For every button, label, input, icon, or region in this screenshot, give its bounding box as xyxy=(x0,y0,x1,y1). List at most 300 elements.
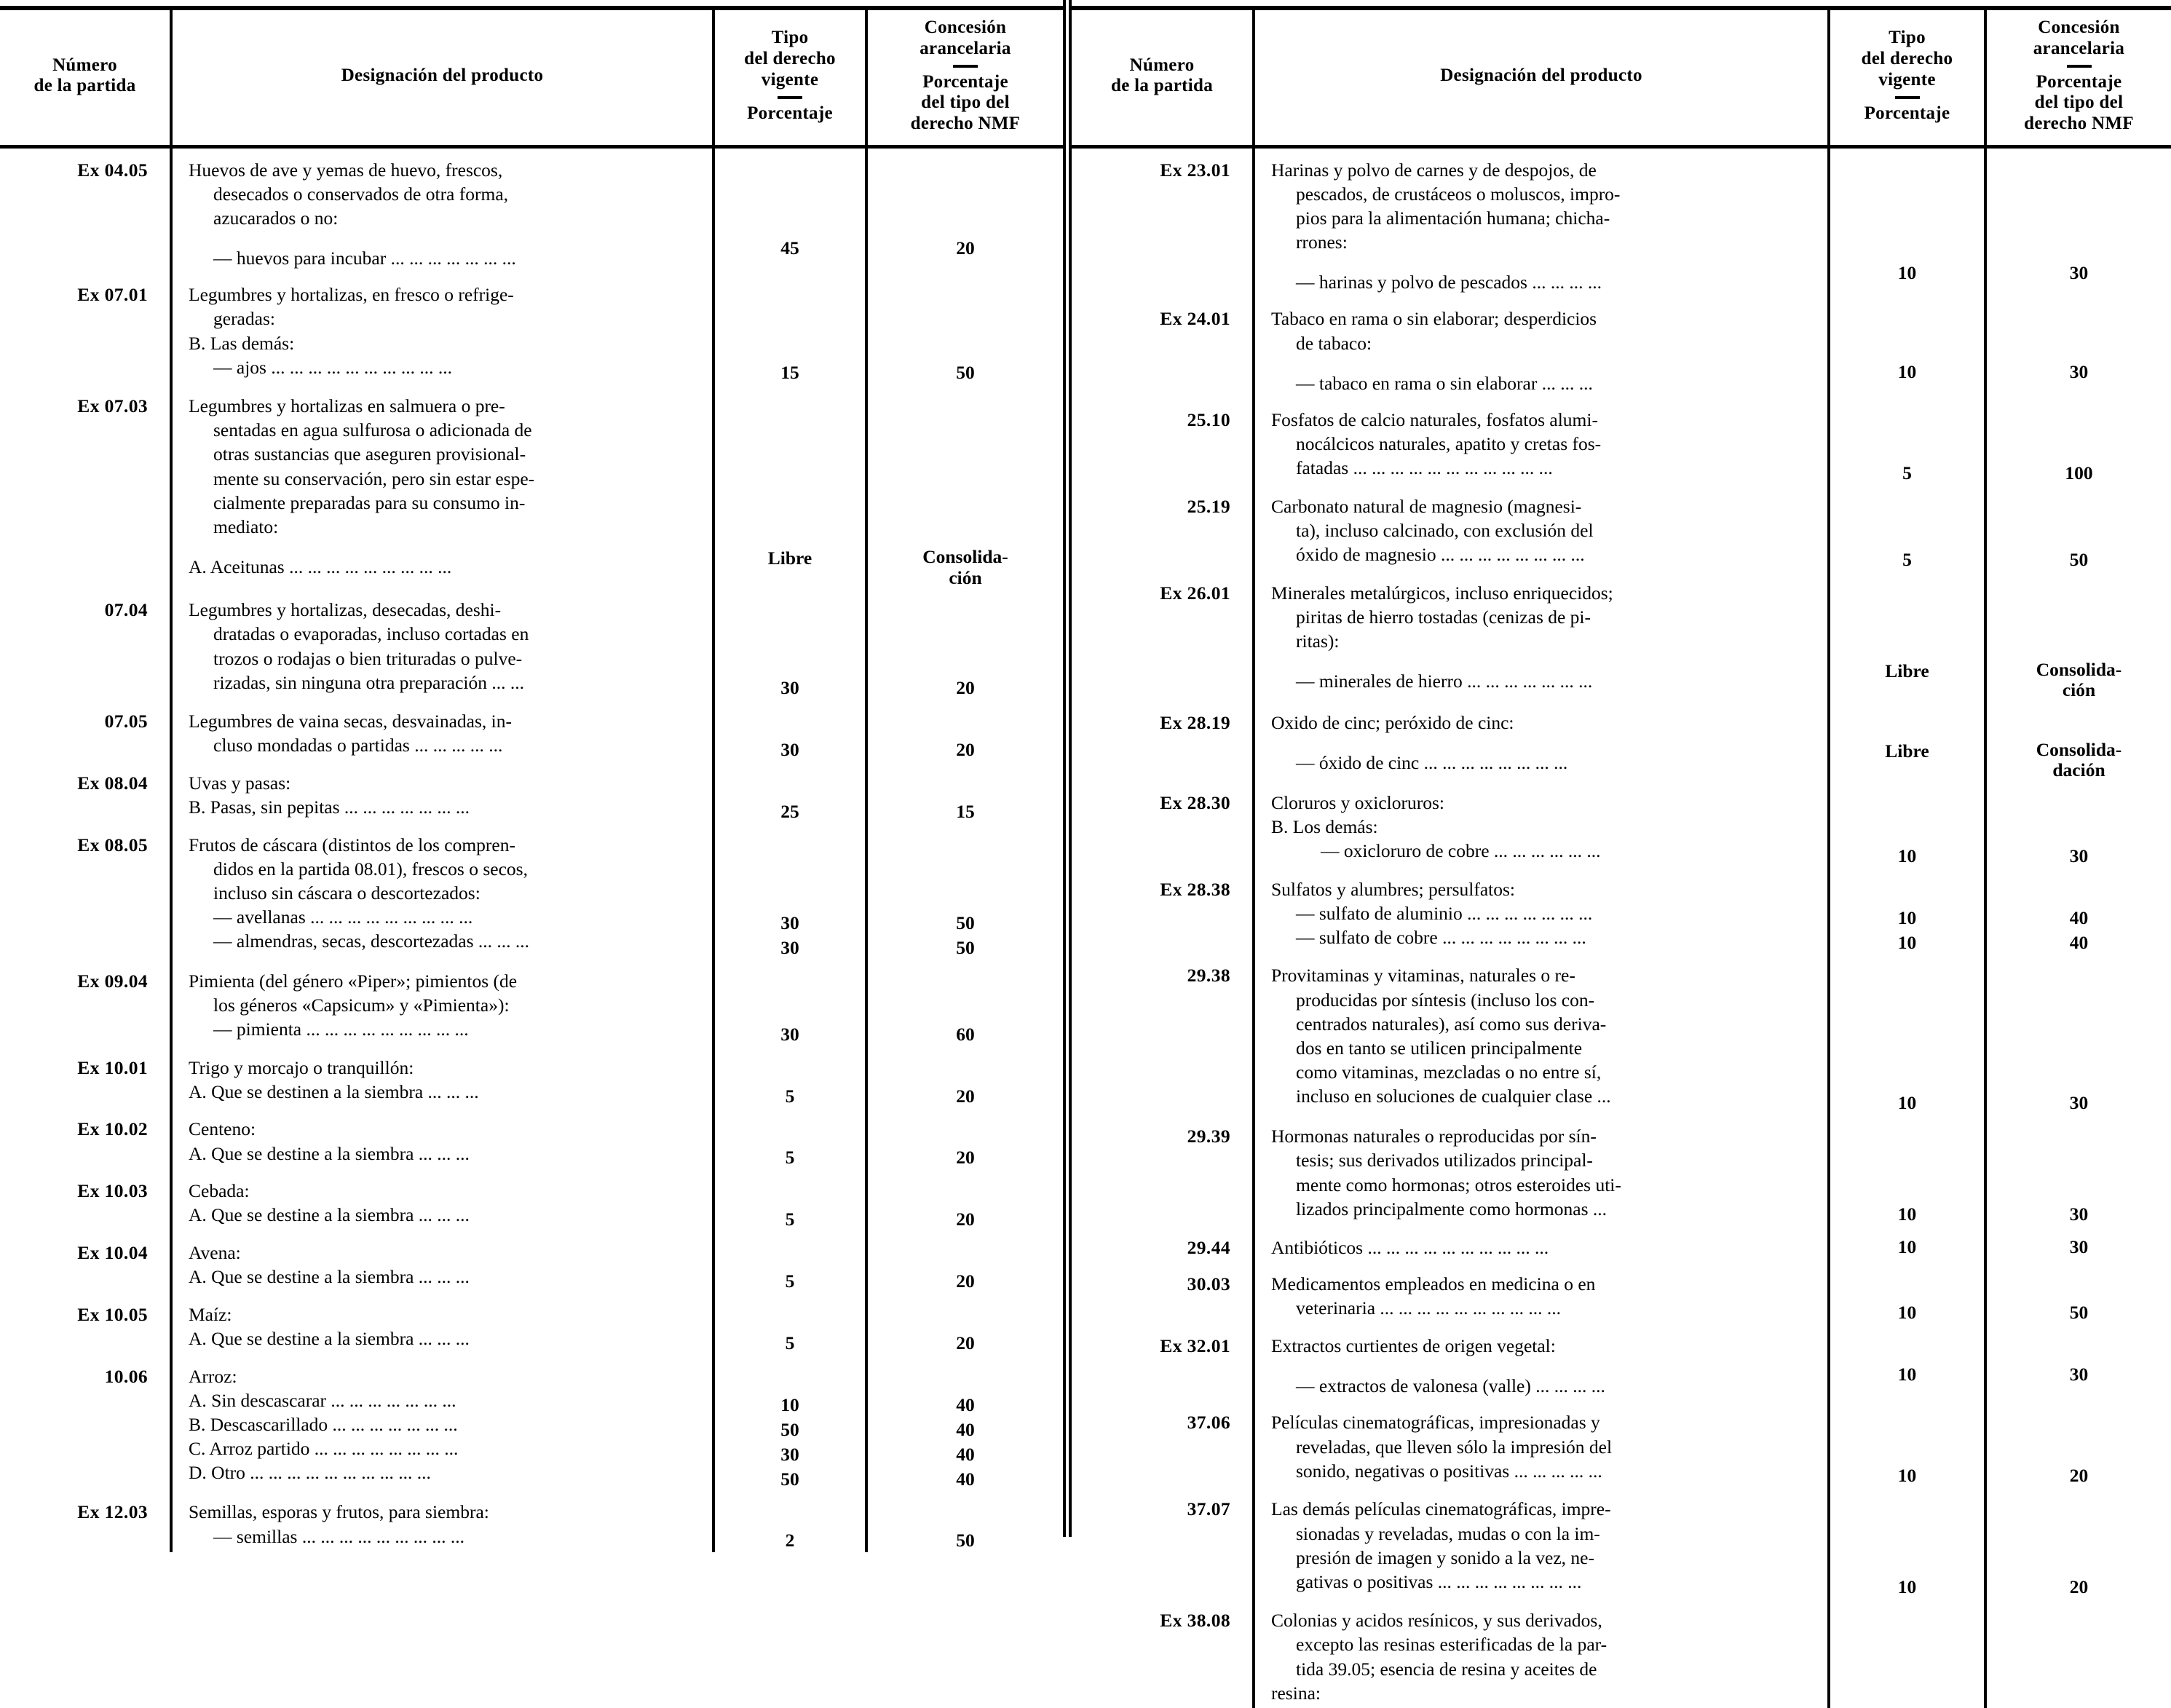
description-line: — huevos para incubar ... ... ... ... ... ... ... xyxy=(213,248,516,269)
value-text: 40 xyxy=(956,1393,975,1415)
value-text: 2 xyxy=(785,1530,795,1551)
description-line: ta), incluso calcinado, con exclusión del xyxy=(1296,519,1594,541)
header-concesion-arancelaria xyxy=(1985,10,2171,146)
cell-concesion-arancelaria xyxy=(1985,398,2171,485)
cell-designacion-producto xyxy=(1254,781,1829,868)
table-row xyxy=(1072,297,2171,398)
header-tipo-line4: Porcentaje xyxy=(747,103,833,123)
header-tipo-line1: Tipo xyxy=(1889,28,1926,48)
table-body-right xyxy=(1072,146,2171,1708)
description-line: — sulfato de cobre ... ... ... ... ... ... ... ... xyxy=(1296,926,1586,948)
description-line: A. Que se destine a la siembra ... ... ... xyxy=(189,1266,470,1288)
cell-numero-partida: 10.06 xyxy=(104,1365,148,1387)
description-line: resina: xyxy=(1271,1682,1321,1704)
cell-tipo-derecho xyxy=(1829,1599,1985,1708)
cell-designacion-producto xyxy=(171,1231,713,1293)
value-text: 5 xyxy=(785,1332,795,1354)
cell-concesion-arancelaria xyxy=(866,1169,1063,1231)
header-concesion-line5: derecho NMF xyxy=(910,114,1021,133)
value-text: 30 xyxy=(780,739,799,761)
description-line: de tabaco: xyxy=(1296,332,1372,354)
description-line: Huevos de ave y yemas de huevo, frescos, xyxy=(189,159,503,181)
cell-designacion-producto xyxy=(1254,146,1829,297)
description-line: A. Que se destinen a la siembra ... ... ... xyxy=(189,1080,479,1102)
description-line: Legumbres y hortalizas en salmuera o pre- xyxy=(189,395,505,417)
cell-numero-partida: Ex 04.05 xyxy=(77,159,148,181)
description-line: Trigo y morcajo o tranquillón: xyxy=(189,1056,414,1078)
value-text: 40 xyxy=(956,1418,975,1440)
value-text: 20 xyxy=(956,1332,975,1354)
cell-numero-partida: Ex 10.04 xyxy=(77,1242,148,1264)
table-header-left xyxy=(0,10,1063,146)
table-row xyxy=(1072,1115,2171,1226)
value-text: 10 xyxy=(1897,1302,1917,1324)
tariff-table-right xyxy=(1072,10,2171,1708)
description-line: — semillas ... ... ... ... ... ... ... ... ... xyxy=(213,1525,464,1547)
table-row xyxy=(0,588,1063,700)
header-designacion-producto: Designación del producto xyxy=(171,10,713,146)
tariff-table-left xyxy=(0,10,1063,1552)
description-line: — sulfato de aluminio ... ... ... ... ... ... ... xyxy=(1296,902,1593,924)
value-text: 20 xyxy=(956,739,975,761)
cell-designacion-producto xyxy=(1254,1324,1829,1401)
description-line: Frutos de cáscara (distintos de los compren- xyxy=(189,834,515,855)
description-line: producidas por síntesis (incluso los con- xyxy=(1296,989,1595,1011)
description-line: tesis; sus derivados utilizados principal- xyxy=(1296,1150,1593,1171)
cell-concesion-arancelaria xyxy=(866,1490,1063,1552)
value-text: 5 xyxy=(785,1147,795,1169)
description-line: incluso sin cáscara o descortezados: xyxy=(213,882,481,904)
value-text: 20 xyxy=(956,1270,975,1292)
cell-designacion-producto xyxy=(171,762,713,823)
description-line: presión de imagen y sonido a la vez, ne- xyxy=(1296,1546,1594,1568)
cell-concesion-arancelaria xyxy=(866,700,1063,762)
value-text: 30 xyxy=(780,677,799,699)
table-row xyxy=(0,273,1063,384)
left-table-block xyxy=(0,0,1063,1551)
description-line: excepto las resinas esterificadas de la par- xyxy=(1296,1634,1608,1656)
cell-concesion-arancelaria xyxy=(1985,1487,2171,1599)
cell-numero-partida: Ex 07.01 xyxy=(77,284,148,306)
value-text: Libre xyxy=(767,547,812,569)
table-row xyxy=(1072,1487,2171,1599)
header-numero-line2: de la partida xyxy=(33,76,136,96)
table-row xyxy=(1072,954,2171,1115)
description-line: A. Que se destine a la siembra ... ... ... xyxy=(189,1328,470,1350)
description-line: — extractos de valonesa (valle) ... ... ... ... xyxy=(1296,1375,1605,1397)
cell-numero-partida: Ex 10.02 xyxy=(77,1118,148,1140)
value-text: 45 xyxy=(780,237,799,258)
description-line: Provitaminas y vitaminas, naturales o re- xyxy=(1271,965,1575,987)
description-line: lizados principalmente como hormonas ... xyxy=(1296,1198,1608,1219)
table-row xyxy=(1072,1324,2171,1401)
cell-designacion-producto xyxy=(1254,954,1829,1115)
cell-designacion-producto xyxy=(1254,1226,1829,1262)
table-row xyxy=(1072,701,2171,781)
value-text: 30 xyxy=(780,1443,799,1465)
value-text: 50 xyxy=(2069,548,2089,570)
cell-designacion-producto xyxy=(171,1355,713,1491)
value-text: 50 xyxy=(956,1530,975,1551)
description-line: — óxido de cinc ... ... ... ... ... ... ... ... xyxy=(1296,751,1568,773)
value-text: ción xyxy=(949,566,982,588)
cell-concesion-arancelaria xyxy=(866,1355,1063,1491)
cell-concesion-arancelaria xyxy=(1985,1599,2171,1708)
cell-numero-partida: 25.10 xyxy=(1187,408,1230,430)
description-line: Semillas, esporas y frutos, para siembra: xyxy=(189,1501,489,1523)
cell-concesion-arancelaria xyxy=(1985,297,2171,398)
cell-tipo-derecho xyxy=(1829,1324,1985,1401)
description-line: C. Arroz partido ... ... ... ... ... ... ... ... xyxy=(189,1438,459,1460)
description-line: desecados o conservados de otra forma, xyxy=(213,183,509,205)
description-line: Arroz: xyxy=(189,1365,237,1387)
cell-tipo-derecho xyxy=(713,1293,866,1355)
description-line: Fosfatos de calcio naturales, fosfatos alumi- xyxy=(1271,408,1598,430)
column-divider-rule xyxy=(1063,0,1072,1537)
cell-numero-partida: 30.03 xyxy=(1187,1273,1230,1295)
table-row xyxy=(0,146,1063,273)
table-row xyxy=(1072,1226,2171,1262)
cell-tipo-derecho xyxy=(713,960,866,1046)
description-line: — oxicloruro de cobre ... ... ... ... ... ... xyxy=(1321,840,1601,862)
value-text: 5 xyxy=(785,1270,795,1292)
cell-designacion-producto xyxy=(1254,1599,1829,1708)
cell-concesion-arancelaria xyxy=(866,273,1063,384)
header-concesion-line4: del tipo del xyxy=(921,92,1010,113)
cell-tipo-derecho xyxy=(713,1231,866,1293)
cell-designacion-producto xyxy=(1254,572,1829,701)
cell-tipo-derecho xyxy=(713,146,866,273)
cell-concesion-arancelaria xyxy=(1985,485,2171,572)
cell-tipo-derecho xyxy=(1829,1226,1985,1262)
value-text: 10 xyxy=(1897,1576,1917,1598)
description-line: Legumbres de vaina secas, desvainadas, in- xyxy=(189,711,512,732)
table-row xyxy=(1072,398,2171,485)
cell-concesion-arancelaria xyxy=(1985,701,2171,781)
cell-tipo-derecho xyxy=(713,588,866,700)
value-text: 40 xyxy=(956,1443,975,1465)
value-text: 30 xyxy=(2069,1092,2089,1114)
description-line: sionadas y reveladas, mudas o con la im- xyxy=(1296,1522,1600,1544)
cell-designacion-producto xyxy=(1254,1487,1829,1599)
cell-designacion-producto xyxy=(1254,701,1829,781)
cell-concesion-arancelaria xyxy=(1985,954,2171,1115)
table-row xyxy=(0,960,1063,1046)
description-line: — ajos ... ... ... ... ... ... ... ... ... ... xyxy=(213,356,452,378)
cell-concesion-arancelaria xyxy=(1985,146,2171,297)
cell-numero-partida: Ex 08.04 xyxy=(77,772,148,794)
value-text: 50 xyxy=(956,912,975,933)
description-line: Oxido de cinc; peróxido de cinc: xyxy=(1271,711,1514,733)
cell-designacion-producto xyxy=(1254,868,1829,954)
description-line: — harinas y polvo de pescados ... ... ... ... xyxy=(1296,272,1602,293)
cell-designacion-producto xyxy=(1254,297,1829,398)
header-concesion-line3: Porcentaje xyxy=(2036,71,2122,92)
cell-concesion-arancelaria xyxy=(1985,1401,2171,1487)
table-row xyxy=(0,1107,1063,1169)
cell-numero-partida: 29.38 xyxy=(1187,965,1230,987)
cell-tipo-derecho xyxy=(713,762,866,823)
table-row xyxy=(1072,146,2171,297)
cell-numero-partida: Ex 28.38 xyxy=(1160,878,1230,900)
description-line: piritas de hierro tostadas (cenizas de pi- xyxy=(1296,606,1591,628)
cell-designacion-producto xyxy=(171,700,713,762)
value-text: Libre xyxy=(1885,660,1929,681)
cell-concesion-arancelaria xyxy=(866,1046,1063,1108)
cell-tipo-derecho xyxy=(1829,297,1985,398)
header-numero-line1: Número xyxy=(52,55,117,75)
header-tipo-derecho-vigente xyxy=(1829,10,1985,146)
description-line: Películas cinematográficas, impresionadas y xyxy=(1271,1412,1600,1434)
cell-numero-partida: Ex 28.19 xyxy=(1160,711,1230,733)
cell-numero-partida: Ex 28.30 xyxy=(1160,791,1230,813)
value-text: 5 xyxy=(785,1085,795,1107)
cell-concesion-arancelaria xyxy=(866,1231,1063,1293)
cell-numero-partida: 29.39 xyxy=(1187,1126,1230,1147)
cell-numero-partida: 07.04 xyxy=(104,599,148,621)
cell-tipo-derecho xyxy=(1829,1401,1985,1487)
value-text: Consolida- xyxy=(922,546,1008,568)
value-text: 30 xyxy=(2069,261,2089,283)
header-concesion-line4: del tipo del xyxy=(2034,92,2124,113)
value-text: Consolida- xyxy=(2036,738,2122,760)
cell-designacion-producto xyxy=(171,1169,713,1231)
header-concesion-line1: Concesión xyxy=(924,17,1007,37)
table-body-left xyxy=(0,146,1063,1552)
value-text: 30 xyxy=(2069,361,2089,383)
value-text: 40 xyxy=(956,1468,975,1490)
table-row xyxy=(1072,485,2171,572)
description-line: trozos o rodajas o bien trituradas o pulve- xyxy=(213,647,523,669)
cell-numero-partida: Ex 23.01 xyxy=(1160,159,1230,181)
header-tipo-line2: del derecho xyxy=(744,49,836,69)
cell-numero-partida: Ex 10.03 xyxy=(77,1180,148,1202)
value-text: 10 xyxy=(1897,261,1917,283)
description-line: ritas): xyxy=(1296,630,1340,652)
description-line: pios para la alimentación humana; chicha- xyxy=(1296,207,1610,229)
value-text: 30 xyxy=(2069,1203,2089,1225)
table-row xyxy=(1072,572,2171,701)
description-line: los géneros «Capsicum» y «Pimienta»): xyxy=(213,994,510,1016)
value-text: 25 xyxy=(780,801,799,823)
table-row xyxy=(0,823,1063,960)
value-text: 10 xyxy=(1897,1465,1917,1487)
cell-designacion-producto xyxy=(171,1490,713,1552)
header-tipo-dash-rule xyxy=(778,96,802,99)
value-text: 10 xyxy=(1897,1364,1917,1385)
description-line: Extractos curtientes de origen vegetal: xyxy=(1271,1335,1556,1357)
description-line: fatadas ... ... ... ... ... ... ... ... ... ... ... xyxy=(1296,457,1553,479)
cell-tipo-derecho xyxy=(1829,1262,1985,1324)
cell-concesion-arancelaria xyxy=(1985,572,2171,701)
description-line: Cebada: xyxy=(189,1180,250,1202)
description-line: A. Que se destine a la siembra ... ... ... xyxy=(189,1204,470,1226)
cell-tipo-derecho xyxy=(1829,485,1985,572)
header-concesion-dash-rule xyxy=(2067,65,2092,68)
cell-designacion-producto xyxy=(171,1293,713,1355)
value-text: 10 xyxy=(1897,906,1917,928)
value-text: 10 xyxy=(1897,845,1917,866)
description-line: B. Descascarillado ... ... ... ... ... ... ... xyxy=(189,1414,458,1436)
description-line: dos en tanto se utilicen principalmente xyxy=(1296,1037,1583,1059)
description-line: sonido, negativas o positivas ... ... ... ... ... xyxy=(1296,1460,1602,1482)
description-line: incluso en soluciones de cualquier clase ... xyxy=(1296,1086,1611,1107)
description-line: tida 39.05; esencia de resina y aceites de xyxy=(1296,1658,1597,1680)
description-line: — avellanas ... ... ... ... ... ... ... ... ... xyxy=(213,906,473,928)
cell-designacion-producto xyxy=(171,823,713,960)
cell-tipo-derecho xyxy=(1829,701,1985,781)
header-numero-line2: de la partida xyxy=(1110,76,1214,96)
description-line: Legumbres y hortalizas, desecadas, deshi- xyxy=(189,599,502,621)
header-tipo-line2: del derecho xyxy=(1861,49,1953,69)
value-text: 30 xyxy=(780,1023,799,1045)
header-tipo-dash-rule xyxy=(1895,96,1920,99)
value-text: 5 xyxy=(1902,462,1912,483)
cell-tipo-derecho xyxy=(1829,1487,1985,1599)
right-table-block xyxy=(1072,0,2171,1704)
description-line: centrados naturales), así como sus deriva- xyxy=(1296,1013,1607,1035)
cell-concesion-arancelaria xyxy=(866,588,1063,700)
description-line: Harinas y polvo de carnes y de despojos, de xyxy=(1271,159,1597,181)
header-concesion-line5: derecho NMF xyxy=(2024,114,2134,133)
cell-concesion-arancelaria xyxy=(866,823,1063,960)
table-row xyxy=(1072,1262,2171,1324)
description-line: D. Otro ... ... ... ... ... ... ... ... ... ... xyxy=(189,1462,431,1484)
description-line: dratadas o evaporadas, incluso cortadas en xyxy=(213,623,529,645)
value-text: 5 xyxy=(785,1209,795,1230)
cell-tipo-derecho xyxy=(1829,954,1985,1115)
cell-numero-partida: Ex 38.08 xyxy=(1160,1610,1230,1632)
header-tipo-line4: Porcentaje xyxy=(1864,103,1950,123)
description-line: B. Los demás: xyxy=(1271,815,1378,837)
cell-concesion-arancelaria xyxy=(1985,1115,2171,1226)
value-text: 50 xyxy=(956,362,975,384)
cell-tipo-derecho xyxy=(713,1490,866,1552)
table-row xyxy=(0,1046,1063,1108)
description-line: geradas: xyxy=(213,308,275,330)
value-text: 10 xyxy=(1897,1092,1917,1114)
description-line: Maíz: xyxy=(189,1304,232,1326)
description-line: — tabaco en rama o sin elaborar ... ... ... xyxy=(1296,372,1593,394)
table-row xyxy=(0,762,1063,823)
cell-designacion-producto xyxy=(171,960,713,1046)
cell-tipo-derecho xyxy=(713,700,866,762)
value-text: 20 xyxy=(956,677,975,699)
cell-numero-partida: Ex 10.05 xyxy=(77,1304,148,1326)
cell-tipo-derecho xyxy=(713,1107,866,1169)
table-row xyxy=(0,1293,1063,1355)
header-numero-line1: Número xyxy=(1129,55,1195,75)
value-text: 20 xyxy=(956,1147,975,1169)
cell-numero-partida: 37.07 xyxy=(1187,1498,1230,1520)
description-line: mente como hormonas; otros esteroides uti- xyxy=(1296,1174,1621,1195)
description-line: otras sustancias que aseguren provisional- xyxy=(213,443,526,465)
cell-tipo-derecho xyxy=(1829,398,1985,485)
description-line: pescados, de crustáceos o moluscos, impro- xyxy=(1296,183,1621,205)
description-line: azucarados o no: xyxy=(213,207,339,229)
cell-designacion-producto xyxy=(171,384,713,588)
value-text: 30 xyxy=(2069,1364,2089,1385)
header-concesion-line1: Concesión xyxy=(2038,17,2120,37)
value-text: 10 xyxy=(1897,1203,1917,1225)
value-text: 20 xyxy=(956,1085,975,1107)
cell-concesion-arancelaria xyxy=(866,1107,1063,1169)
table-row xyxy=(0,1490,1063,1552)
cell-numero-partida: Ex 26.01 xyxy=(1160,582,1230,604)
cell-tipo-derecho xyxy=(713,273,866,384)
description-line: Medicamentos empleados en medicina o en xyxy=(1271,1273,1596,1295)
description-line: reveladas, que lleven sólo la impresión del xyxy=(1296,1436,1613,1458)
description-line: Uvas y pasas: xyxy=(189,772,291,794)
description-line: — almendras, secas, descortezadas ... ... ... xyxy=(213,930,530,952)
description-line: Hormonas naturales o reproducidas por sín- xyxy=(1271,1126,1597,1147)
cell-tipo-derecho xyxy=(1829,781,1985,868)
value-text: 5 xyxy=(1902,548,1912,570)
description-line: Tabaco en rama o sin elaborar; desperdicios xyxy=(1271,308,1597,330)
description-line: Las demás películas cinematográficas, impre- xyxy=(1271,1498,1611,1520)
cell-numero-partida: 07.05 xyxy=(104,711,148,732)
table-row xyxy=(0,384,1063,588)
description-line: A. Aceitunas ... ... ... ... ... ... ... ... ... xyxy=(189,556,452,578)
header-tipo-line1: Tipo xyxy=(771,28,809,48)
table-row xyxy=(1072,868,2171,954)
table-row xyxy=(1072,781,2171,868)
description-line: Legumbres y hortalizas, en fresco o refrige- xyxy=(189,284,514,306)
cell-designacion-producto xyxy=(1254,1262,1829,1324)
cell-concesion-arancelaria xyxy=(1985,1226,2171,1262)
value-text: 50 xyxy=(780,1418,799,1440)
cell-concesion-arancelaria xyxy=(866,960,1063,1046)
cell-concesion-arancelaria xyxy=(866,1293,1063,1355)
description-line: Sulfatos y alumbres; persulfatos: xyxy=(1271,878,1515,900)
cell-numero-partida: 25.19 xyxy=(1187,495,1230,517)
value-text: 30 xyxy=(2069,845,2089,866)
table-row xyxy=(0,1231,1063,1293)
table-row xyxy=(0,700,1063,762)
description-line: — minerales de hierro ... ... ... ... ... ... ... xyxy=(1296,671,1593,692)
cell-designacion-producto xyxy=(1254,1115,1829,1226)
cell-numero-partida: Ex 08.05 xyxy=(77,834,148,855)
cell-numero-partida: Ex 24.01 xyxy=(1160,308,1230,330)
description-line: B. Pasas, sin pepitas ... ... ... ... ... ... ... xyxy=(189,796,470,818)
description-line: Pimienta (del género «Piper»; pimientos (de xyxy=(189,970,518,992)
table-row xyxy=(0,1355,1063,1491)
header-concesion-line2: arancelaria xyxy=(2033,38,2125,58)
value-text: Libre xyxy=(1885,740,1929,762)
cell-designacion-producto xyxy=(171,1046,713,1108)
description-line: rrones: xyxy=(1296,232,1348,253)
cell-designacion-producto xyxy=(171,146,713,273)
description-line: A. Que se destine a la siembra ... ... ... xyxy=(189,1142,470,1164)
value-text: 10 xyxy=(1897,1236,1917,1258)
description-line: rizadas, sin ninguna otra preparación ... ... xyxy=(213,671,524,693)
description-line: — pimienta ... ... ... ... ... ... ... ... ... xyxy=(213,1018,469,1040)
value-text: dación xyxy=(2052,759,2105,781)
cell-tipo-derecho xyxy=(713,823,866,960)
description-line: Colonias y acidos resínicos, y sus derivados, xyxy=(1271,1610,1602,1632)
value-text: 30 xyxy=(780,936,799,958)
value-text: 40 xyxy=(2069,906,2089,928)
cell-designacion-producto xyxy=(1254,398,1829,485)
value-text: 50 xyxy=(2069,1302,2089,1324)
header-numero-partida xyxy=(1072,10,1254,146)
cell-numero-partida: Ex 32.01 xyxy=(1160,1335,1230,1357)
header-tipo-derecho-vigente xyxy=(713,10,866,146)
cell-concesion-arancelaria xyxy=(1985,868,2171,954)
cell-numero-partida: 29.44 xyxy=(1187,1237,1230,1259)
description-line: B. Las demás: xyxy=(189,332,295,354)
cell-tipo-derecho xyxy=(1829,572,1985,701)
